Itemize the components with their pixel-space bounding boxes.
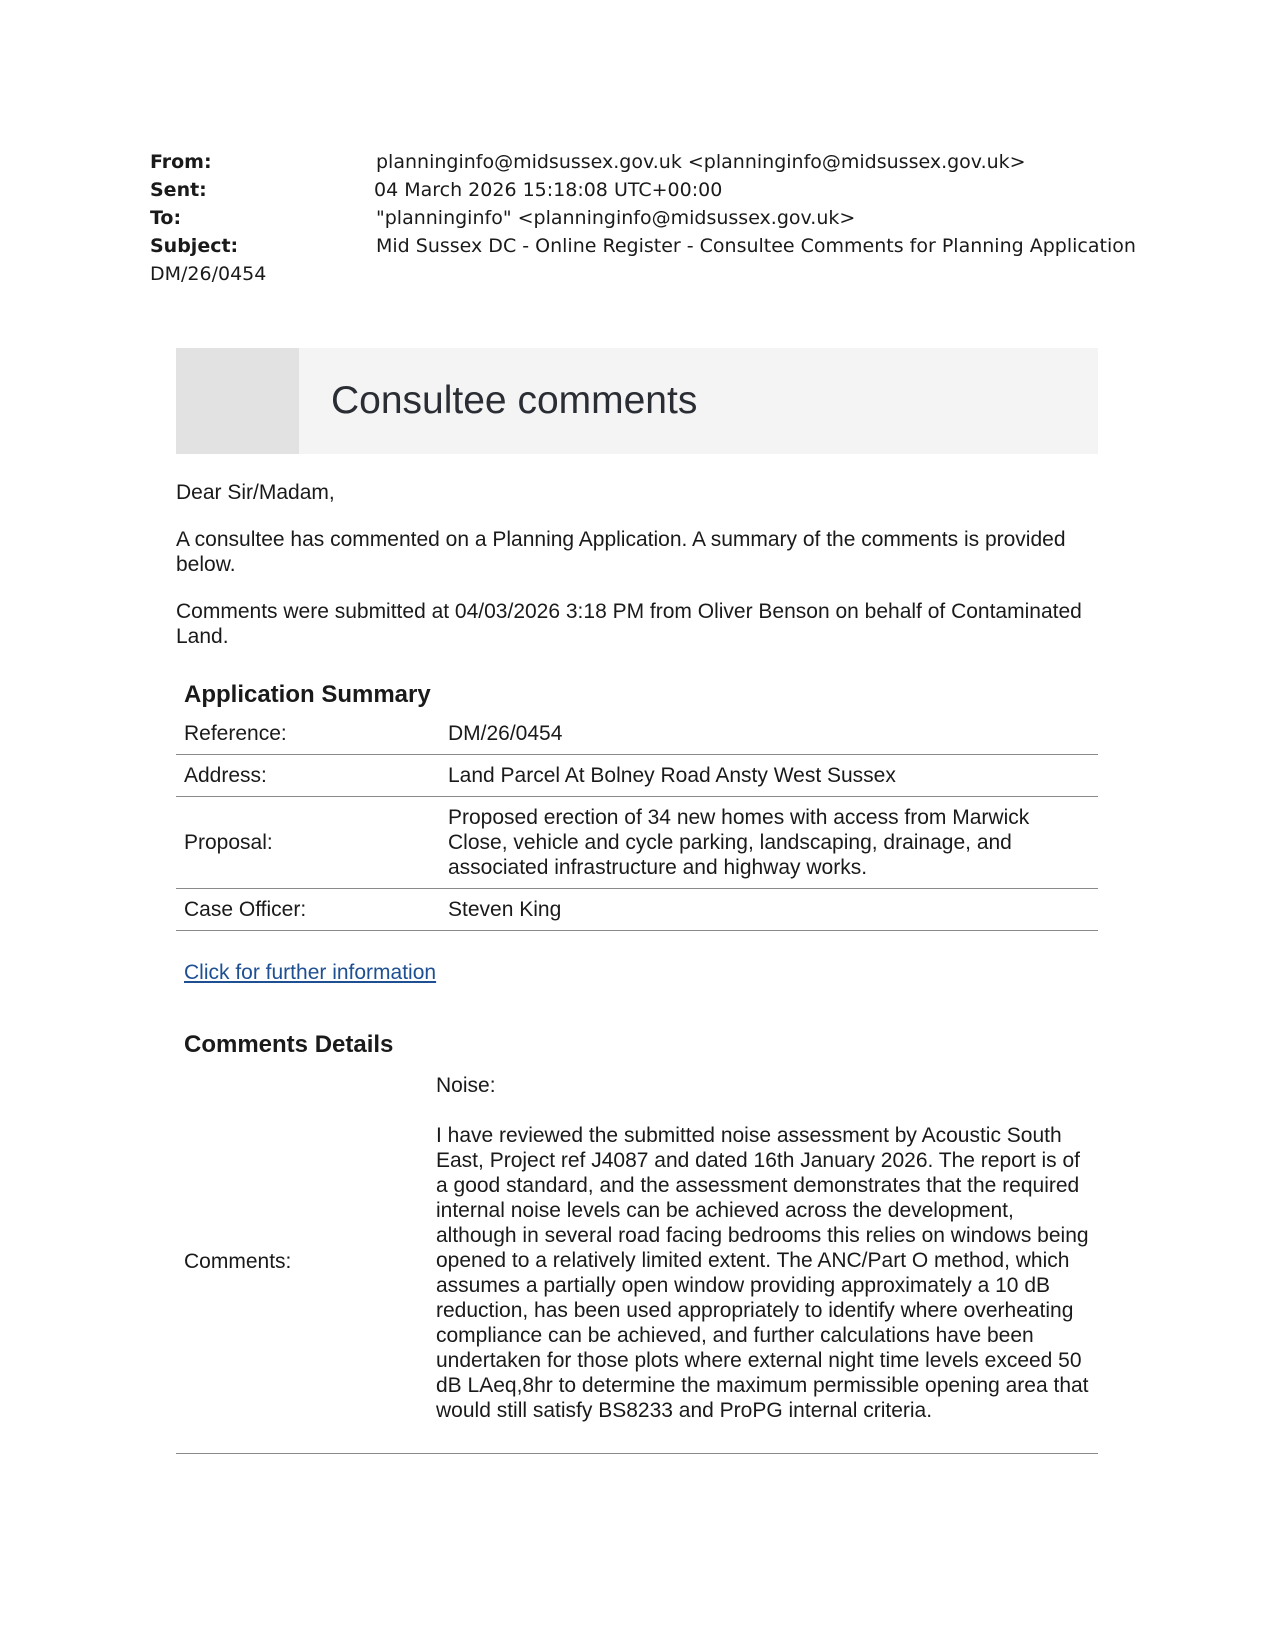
comments-text: I have reviewed the submitted noise assessment by Acoustic South East, Project ref J4087 and dated 16th January 2026. The report is of a good standard, and the assessment demonstrates that the required internal noise levels can be achieved across the development, although in several road facing bedrooms this relies on windows being opened to a relatively limited extent. The ANC/Part O method, which assumes a partially open window providing approximately a 10 dB reduction, has been used appropriately to identify where overheating compliance can be achieved, and further calculations have been undertaken for those plots where external night time levels exceed 50 dB LAeq,8hr to determine the maximum permissible opening area that would still satisfy BS8233 and ProPG internal criteria.: [436, 1124, 1089, 1422]
to-label: To:: [150, 207, 182, 229]
from-label: From:: [150, 151, 212, 173]
intro-text: A consultee has commented on a Planning Application. A summary of the comments is provided below.: [176, 528, 1066, 576]
sent-value: 04 March 2026 15:18:08 UTC+00:00: [374, 179, 723, 201]
to-value: "planninginfo" <planninginfo@midsussex.gov.uk>: [376, 207, 856, 229]
subject-continued: DM/26/0454: [150, 263, 267, 285]
email-card: [176, 348, 1098, 1454]
email-header: [150, 148, 1136, 288]
reference-value: DM/26/0454: [440, 717, 1098, 755]
from-value: planninginfo@midsussex.gov.uk <planninginfo@midsussex.gov.uk>: [376, 151, 1026, 173]
further-information-link[interactable]: Click for further information: [184, 961, 437, 984]
table-row: [176, 755, 1098, 797]
subject-value: Mid Sussex DC - Online Register - Consultee Comments for Planning Application: [376, 235, 1136, 257]
table-row: [176, 1069, 1098, 1454]
to-row: [150, 204, 856, 232]
summary-table: [176, 717, 1098, 931]
case-officer-value: Steven King: [440, 889, 1098, 931]
proposal-value: Proposed erection of 34 new homes with access from Marwick Close, vehicle and cycle parking, landscaping, drainage, and associated infrastructure and highway works.: [440, 797, 1098, 889]
reference-label: Reference:: [176, 717, 440, 755]
table-row: [176, 717, 1098, 755]
greeting: Dear Sir/Madam,: [176, 481, 335, 504]
proposal-label: Proposal:: [176, 797, 440, 889]
address-label: Address:: [176, 755, 440, 797]
banner: [176, 348, 1098, 454]
table-row: [176, 889, 1098, 931]
summary-heading: Application Summary: [184, 681, 431, 708]
subject-label: Subject:: [150, 235, 239, 257]
sent-row: [150, 176, 723, 204]
comments-label: Comments:: [176, 1069, 436, 1454]
comments-table: [176, 1069, 1098, 1454]
comments-title: Noise:: [436, 1074, 496, 1097]
address-value: Land Parcel At Bolney Road Ansty West Sussex: [440, 755, 1098, 797]
banner-side-block: [176, 348, 299, 454]
comments-value: [436, 1069, 1098, 1454]
comments-heading: Comments Details: [184, 1031, 394, 1058]
banner-title: Consultee comments: [331, 379, 698, 422]
case-officer-label: Case Officer:: [176, 889, 440, 931]
submitted-text: Comments were submitted at 04/03/2026 3:18 PM from Oliver Benson on behalf of Contaminated Land.: [176, 600, 1082, 648]
sent-label: Sent:: [150, 179, 207, 201]
from-row: [150, 148, 1026, 176]
subject-row: [150, 232, 1136, 260]
table-row: [176, 797, 1098, 889]
